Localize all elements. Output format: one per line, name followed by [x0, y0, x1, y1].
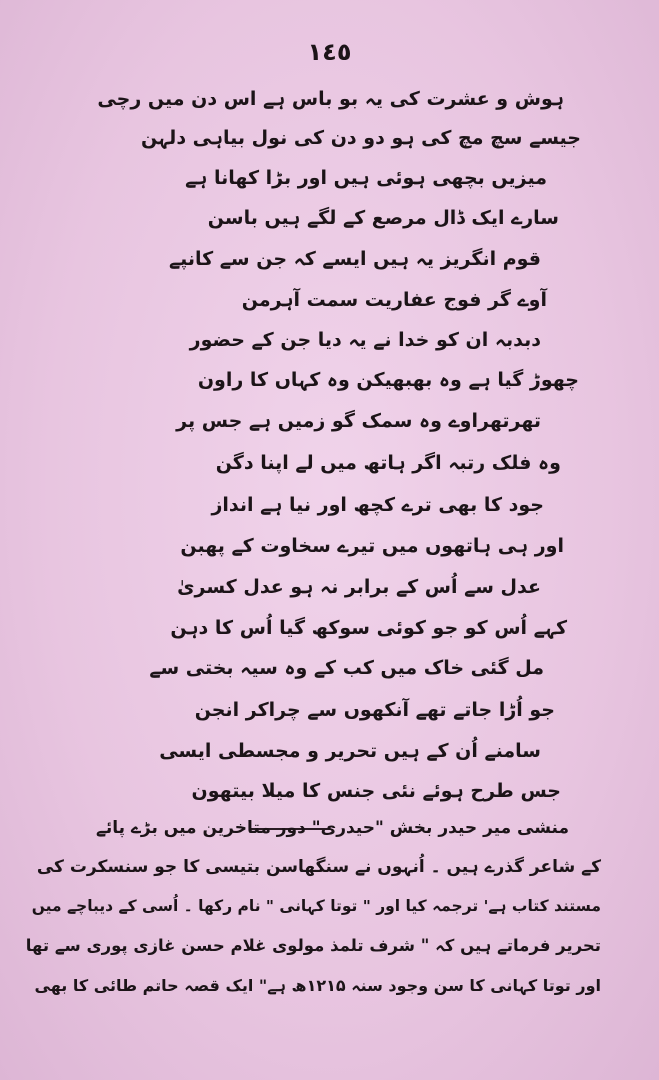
- prose-line: کے شاعر گذرے ہیں ۔ اُنہوں نے سنگھاسن بتیسی کا جو سنسکرت کی: [36, 857, 601, 877]
- poem-line: سارے ایک ڈال مرصع کے لگے ہیں باسن: [207, 207, 559, 229]
- prose-line: اور توتا کہانی کا سن وجود سنہ ۱۲۱۵ھ ہے" ایک قصہ حاتم طائی کا بھی: [34, 976, 601, 995]
- poem-line: تھرتھراوے وہ سمک گو زمیں ہے جس پر: [176, 410, 541, 432]
- poem-line: مل گئی خاک میں کب کے وہ سیہ بختی سے: [149, 657, 544, 679]
- poem-line: میزیں بچھی ہوئی ہیں اور بڑا کھانا ہے: [185, 167, 547, 189]
- poem-line: جو اُڑا جاتے تھے آنکھوں سے چراکر انجن: [194, 699, 555, 721]
- page-number: ١٤٥: [307, 38, 352, 66]
- poem-line: آوے گر فوج عفاریت سمت آہرمن: [241, 289, 547, 311]
- poem-line: جیسے سچ مچ کی ہو دو دن کی نول بیاہی دلہن: [140, 127, 581, 149]
- prose-line: تحریر فرماتے ہیں کہ " شرف تلمذ مولوی غلام حسن غازی پوری سے تھا: [25, 936, 601, 955]
- poem-line: جود کا بھی ترے کچھ اور نیا ہے انداز: [211, 494, 544, 516]
- poem-line: ہوش و عشرت کی یہ بو باس ہے اس دن میں رچی: [97, 88, 564, 110]
- prose-line: مستند کتاب ہے' ترجمہ کیا اور " توتا کہانی " نام رکھا ۔ اُسی کے دیباچے میں: [31, 897, 601, 915]
- poem-line: سامنے اُن کے ہیں تحریر و مجسطی ایسی: [159, 740, 541, 762]
- poem-line: جس طرح ہوئے نئی جنس کا میلا بیتھون: [191, 780, 561, 802]
- poem-line: وہ فلک رتبہ اگر ہاتھ میں لے اپنا دگن: [215, 452, 561, 474]
- poem-line: عدل سے اُس کے برابر نہ ہو عدل کسریٰ: [177, 576, 541, 598]
- poem-line: کہے اُس کو جو کوئی سوکھ گیا اُس کا دہن: [170, 617, 567, 639]
- poem-line: چھوڑ گیا ہے وہ بھبھیکن وہ کہاں کا راون: [197, 369, 579, 391]
- poem-line: قوم انگریز یہ ہیں ایسے کہ جن سے کانپے: [168, 248, 541, 270]
- poem-line: اور ہی ہاتھوں میں تیرے سخاوت کے پھبن: [180, 535, 564, 557]
- poem-line: دبدبہ ان کو خدا نے یہ دیا جن کے حضور: [189, 329, 541, 351]
- prose-line: منشی میر حیدر بخش "حیدری" دور متاخرین میں بڑے پائے: [95, 818, 569, 838]
